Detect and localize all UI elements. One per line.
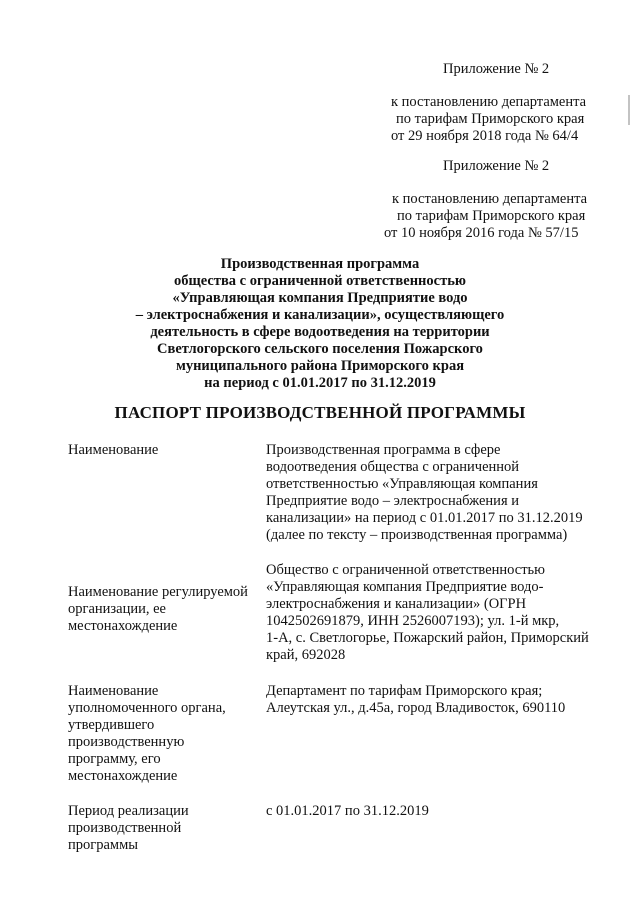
appendix-original-line-1: к постановлению департамента (392, 191, 588, 207)
row-2-label-line-2: организации, ее (68, 601, 166, 617)
row-1-label: Наименование (68, 442, 159, 458)
row-3-label-line-4: производственную (68, 734, 185, 750)
row-1-value-line-5: канализации» на период с 01.01.2017 по 31.12.2019 (266, 510, 583, 526)
row-4-label-line-1: Период реализации (68, 803, 189, 819)
row-1-value-line-6: (далее по тексту – производственная программа) (266, 527, 568, 543)
appendix-current-heading: Приложение № 2 (443, 61, 550, 77)
appendix-original-line-2: по тарифам Приморского края (397, 208, 586, 224)
title-line-5: деятельность в сфере водоотведения на территории (150, 324, 490, 340)
row-4-label-line-2: производственной (68, 820, 182, 836)
passport-heading: ПАСПОРТ ПРОИЗВОДСТВЕННОЙ ПРОГРАММЫ (114, 403, 526, 422)
row-3-label-line-1: Наименование (68, 683, 159, 699)
title-line-2: общества с ограниченной ответственностью (174, 273, 466, 289)
title-line-4: – электроснабжения и канализации», осуществляющего (135, 307, 505, 323)
row-3-label-line-5: программу, его (68, 751, 161, 767)
scan-edge-mark (628, 95, 636, 125)
row-3-label-line-6: местонахождение (68, 768, 178, 784)
row-4-label-line-3: программы (68, 837, 138, 853)
appendix-original-heading: Приложение № 2 (443, 158, 550, 174)
title-line-7: муниципального района Приморского края (175, 358, 465, 374)
title-line-8: на период с 01.01.2017 по 31.12.2019 (204, 375, 436, 391)
row-1-value-line-2: водоотведения общества с ограниченной (266, 459, 520, 475)
row-2-label-line-3: местонахождение (68, 618, 178, 634)
title-line-6: Светлогорского сельского поселения Пожарского (157, 341, 483, 357)
row-3-value-line-2: Алеутская ул., д.45а, город Владивосток, 690110 (266, 700, 566, 716)
row-4-value-line-1: с 01.01.2017 по 31.12.2019 (266, 803, 429, 819)
row-1-value-line-4: Предприятие водо – электроснабжения и (266, 493, 519, 509)
row-2-value-line-5: 1-А, с. Светлогорье, Пожарский район, Приморский (266, 630, 589, 646)
row-2-label-line-1: Наименование регулируемой (68, 584, 248, 600)
appendix-current-line-2: по тарифам Приморского края (396, 111, 585, 127)
title-line-1: Производственная программа (220, 256, 420, 272)
row-2-value-line-2: «Управляющая компания Предприятие водо- (266, 579, 544, 595)
appendix-current-line-3: от 29 ноября 2018 года № 64/4 (391, 128, 579, 144)
row-3-label-line-3: утвердившего (68, 717, 155, 733)
appendix-original-line-3: от 10 ноября 2016 года № 57/15 (384, 225, 579, 241)
row-2-value-line-1: Общество с ограниченной ответственностью (266, 562, 545, 578)
row-1-value-line-1: Производственная программа в сфере (266, 442, 501, 458)
appendix-current-line-1: к постановлению департамента (391, 94, 587, 110)
row-1-value-line-3: ответственностью «Управляющая компания (266, 476, 538, 492)
title-line-3: «Управляющая компания Предприятие водо (172, 290, 468, 306)
row-3-value-line-1: Департамент по тарифам Приморского края; (266, 683, 543, 699)
row-2-value-line-6: край, 692028 (266, 647, 346, 663)
row-2-value-line-4: 1042502691879, ИНН 2526007193); ул. 1-й мкр, (266, 613, 560, 629)
row-3-label-line-2: уполномоченного органа, (68, 700, 226, 716)
row-2-value-line-3: электроснабжения и канализации» (ОГРН (266, 596, 527, 612)
